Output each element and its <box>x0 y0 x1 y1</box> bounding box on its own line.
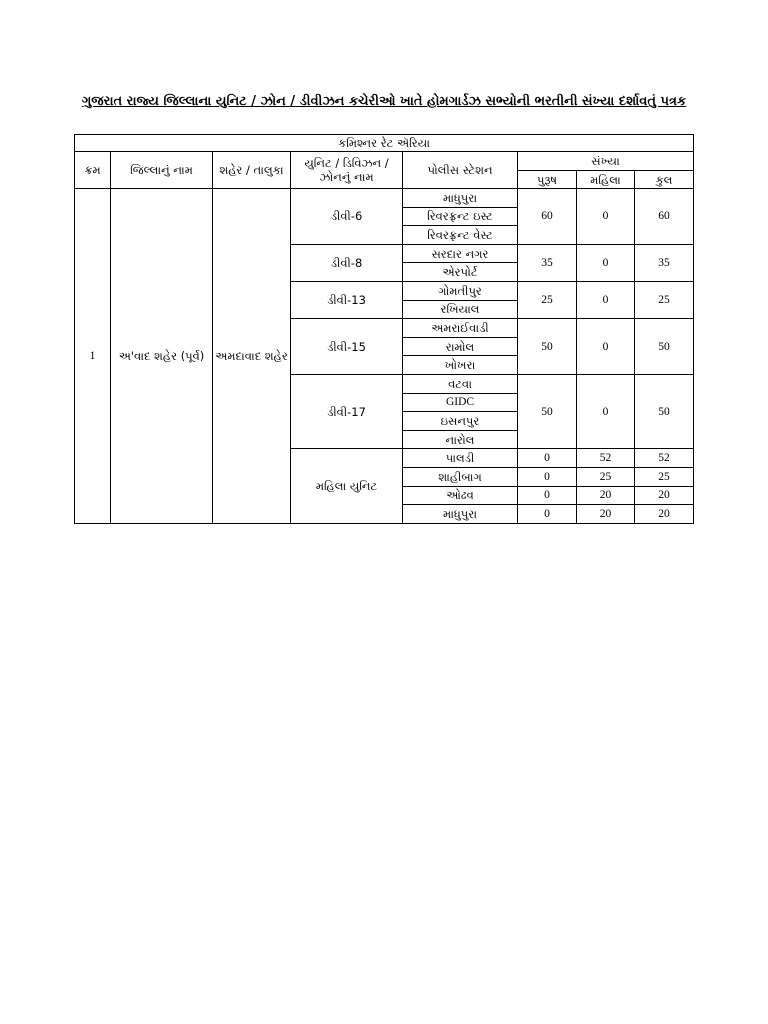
police-station-cell: ખોખરા <box>403 356 518 375</box>
division-name: ડીવી-15 <box>291 319 403 375</box>
police-station-cell: નારોલ <box>403 430 518 449</box>
male-count: 35 <box>518 244 577 281</box>
header-count: સંખ્યા <box>518 152 694 171</box>
document-title: ગુજરાત રાજ્ય જિલ્લાના યુનિટ / ઝોન / ડીવીઝન કચેરીઓ ખાતે હોમગાર્ડઝ સભ્યોની ભરતીની સંખ્યા દર્શાવતું પત્રક <box>81 94 687 109</box>
division-name: ડીવી-13 <box>291 281 403 318</box>
police-station-cell: GIDC <box>403 393 518 412</box>
police-station-cell: શાહીબાગ <box>403 467 518 486</box>
record-city: અમદાવાદ શહેર <box>213 189 291 524</box>
female-count: 0 <box>577 319 635 375</box>
female-count: 0 <box>577 281 635 318</box>
record-district: અ'વાદ શહેર (પૂર્વ) <box>111 189 213 524</box>
total-count: 52 <box>635 449 694 468</box>
police-station-cell: ઓઢવ <box>403 486 518 505</box>
female-count: 52 <box>577 449 635 468</box>
total-count: 25 <box>635 467 694 486</box>
male-count: 0 <box>518 449 577 468</box>
total-count: 50 <box>635 319 694 375</box>
police-station-cell: ગોમતીપુર <box>403 281 518 300</box>
header-city: શહેર / તાલુકા <box>213 152 291 189</box>
division-name: ડીવી-8 <box>291 244 403 281</box>
division-name: ડીવી-17 <box>291 374 403 448</box>
women-unit-name: મહિલા યુનિટ <box>291 449 403 523</box>
police-station-cell: રખિયાલ <box>403 300 518 319</box>
header-district: જિલ્લાનું નામ <box>111 152 213 189</box>
male-count: 25 <box>518 281 577 318</box>
male-count: 50 <box>518 319 577 375</box>
total-count: 35 <box>635 244 694 281</box>
female-count: 0 <box>577 374 635 448</box>
male-count: 60 <box>518 189 577 245</box>
police-station-cell: રિવરફ્રન્ટ વેસ્ટ <box>403 226 518 245</box>
male-count: 0 <box>518 486 577 505</box>
header-male: પુરૂષ <box>518 171 577 189</box>
police-station-cell: રિવરફ્રન્ટ ઇસ્ટ <box>403 207 518 226</box>
total-count: 20 <box>635 486 694 505</box>
police-station-cell: પાલડી <box>403 449 518 468</box>
female-count: 20 <box>577 486 635 505</box>
police-station-cell: માધુપુરા <box>403 189 518 208</box>
male-count: 0 <box>518 505 577 524</box>
header-female: મહિલા <box>577 171 635 189</box>
header-unit: યુનિટ / ડિવિઝન / ઝોનનું નામ <box>291 152 403 189</box>
header-total: કુલ <box>635 171 694 189</box>
male-count: 50 <box>518 374 577 448</box>
commissionerate-band: કમિશ્નર રેટ ઍરિયા <box>75 135 694 152</box>
total-count: 60 <box>635 189 694 245</box>
female-count: 0 <box>577 189 635 245</box>
female-count: 0 <box>577 244 635 281</box>
header-police-station: પોલીસ સ્ટેશન <box>403 152 518 189</box>
female-count: 25 <box>577 467 635 486</box>
female-count: 20 <box>577 505 635 524</box>
recruitment-table <box>74 134 694 524</box>
division-name: ડીવી-6 <box>291 189 403 245</box>
police-station-cell: અમરાઈવાડી <box>403 319 518 338</box>
total-count: 25 <box>635 281 694 318</box>
police-station-cell: ઇસનપુર <box>403 412 518 431</box>
police-station-cell: એરપોર્ટ <box>403 263 518 282</box>
total-count: 50 <box>635 374 694 448</box>
police-station-cell: સરદાર નગર <box>403 244 518 263</box>
total-count: 20 <box>635 505 694 524</box>
male-count: 0 <box>518 467 577 486</box>
police-station-cell: વટવા <box>403 374 518 393</box>
header-serial: ક્રમ <box>75 152 111 189</box>
police-station-cell: માધુપુરા <box>403 505 518 524</box>
police-station-cell: રામોલ <box>403 337 518 356</box>
record-serial: 1 <box>75 189 111 524</box>
